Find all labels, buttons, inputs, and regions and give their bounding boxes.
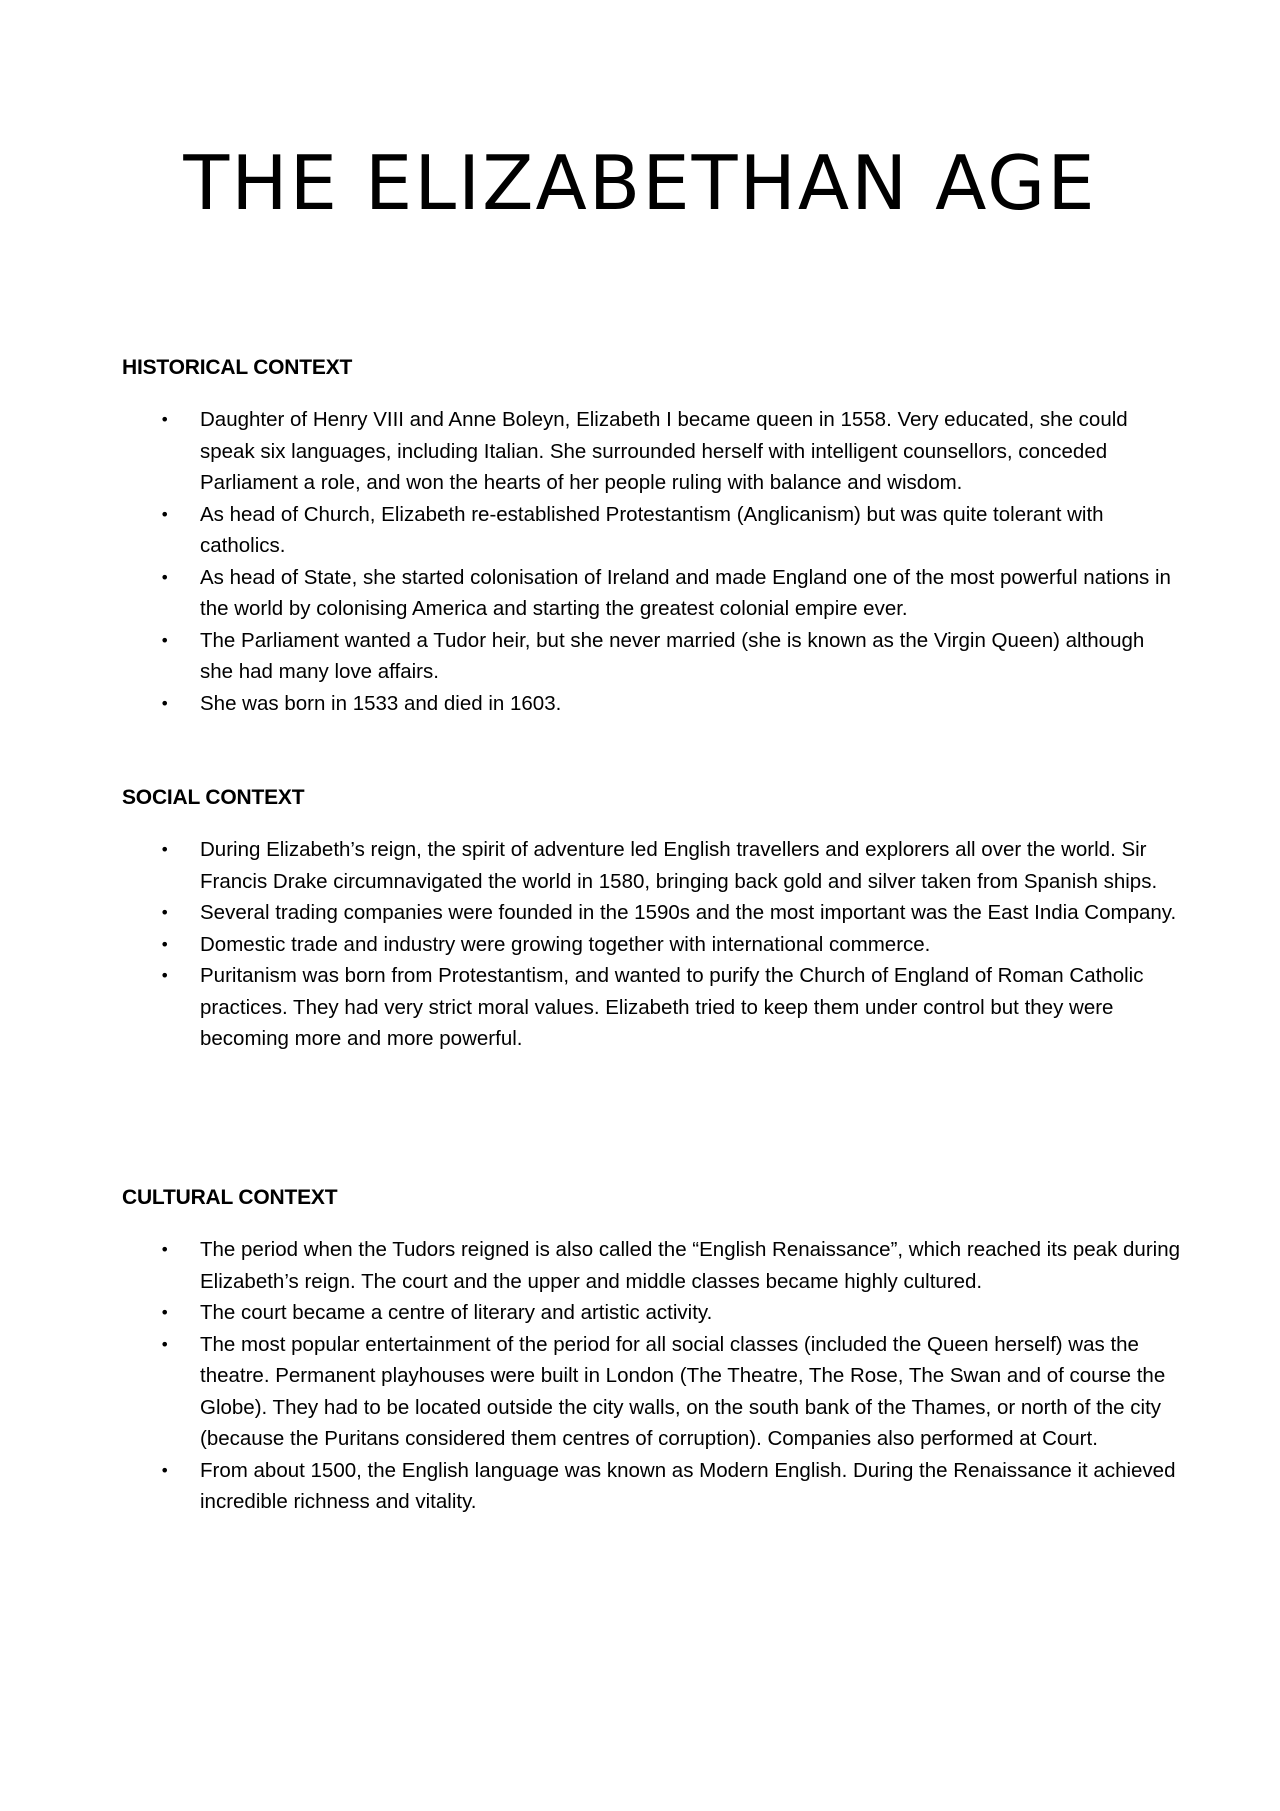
list-item-text: Daughter of Henry VIII and Anne Boleyn, Elizabeth I became queen in 1558. Very educated, she could speak six languages, including Italian. She surrounded herself with intelligent counsellors, conceded Parliament a role, and won the hearts of her people ruling with balance and wisdom. (200, 408, 1128, 494)
bullet-icon: • (160, 567, 170, 587)
list-item (122, 897, 1182, 929)
list-item (122, 688, 1182, 720)
list-item (122, 562, 1182, 625)
list-item (122, 1455, 1182, 1518)
bullet-icon: • (160, 966, 170, 985)
list-item-text: Domestic trade and industry were growing together with international commerce. (200, 932, 931, 956)
list-item-text: The period when the Tudors reigned is also called the “English Renaissance”, which reached its peak during Elizabeth’s reign. The court and the upper and middle classes became highly cultured. (200, 1238, 1181, 1293)
list-item-text: As head of State, she started colonisation of Ireland and made England one of the most powerful nations in the world by colonising America and starting the greatest colonial empire ever. (200, 565, 1171, 620)
section-cultural-context (122, 1184, 1182, 1518)
section-heading: SOCIAL CONTEXT (122, 786, 305, 809)
list-item-text: From about 1500, the English language was known as Modern English. During the Renaissance it achieved incredible richness and vitality. (200, 1458, 1176, 1513)
bullet-list (122, 404, 1182, 719)
bullet-list (122, 834, 1182, 1055)
list-item-text: Several trading companies were founded in the 1590s and the most important was the East India Company. (200, 901, 1177, 924)
section-historical-context (122, 354, 1182, 719)
section-heading: HISTORICAL CONTEXT (122, 356, 353, 379)
bullet-icon: • (160, 1240, 170, 1259)
list-item (122, 404, 1182, 499)
bullet-icon: • (160, 410, 170, 429)
bullet-icon: • (160, 840, 170, 859)
list-item (122, 834, 1182, 897)
bullet-icon: • (160, 1303, 170, 1322)
section-social-context (122, 784, 1182, 1055)
bullet-icon: • (160, 934, 170, 954)
list-item (122, 1329, 1182, 1455)
bullet-list (122, 1234, 1182, 1518)
list-item-text: During Elizabeth’s reign, the spirit of adventure led English travellers and explorers all over the world. Sir Francis Drake circumnavigated the world in 1580, bringing back gold and silver taken from Spanish ships. (200, 838, 1158, 893)
bullet-icon: • (160, 1460, 170, 1480)
list-item-text: The most popular entertainment of the period for all social classes (included the Queen herself) was the theatre. Permanent playhouses were built in London (The Theatre, The Rose, The Swan and of course the Globe). They had to be located outside the city walls, on the south bank of the Thames, or north of the city (because the Puritans considered them centres of corruption). Companies also performed at Court. (200, 1332, 1166, 1450)
list-item (122, 1297, 1182, 1329)
document-title: THE ELIZABETHAN AGE (183, 139, 1097, 227)
bullet-icon: • (160, 630, 170, 650)
list-item (122, 625, 1182, 688)
list-item (122, 1234, 1182, 1297)
list-item-text: Puritanism was born from Protestantism, and wanted to purify the Church of England of Roman Catholic practices. They had very strict moral values. Elizabeth tried to keep them under control but they were becoming more and more powerful. (200, 964, 1144, 1050)
list-item-text: She was born in 1533 and died in 1603. (200, 691, 562, 715)
section-heading: CULTURAL CONTEXT (122, 1186, 338, 1209)
list-item (122, 929, 1182, 961)
bullet-icon: • (160, 1334, 170, 1354)
list-item (122, 960, 1182, 1055)
bullet-icon: • (160, 693, 170, 713)
list-item (122, 499, 1182, 562)
bullet-icon: • (160, 903, 170, 922)
list-item-text: As head of Church, Elizabeth re-established Protestantism (Anglicanism) but was quite tolerant with catholics. (200, 502, 1104, 557)
bullet-icon: • (160, 504, 170, 524)
list-item-text: The court became a centre of literary and artistic activity. (200, 1301, 713, 1324)
list-item-text: The Parliament wanted a Tudor heir, but she never married (she is known as the Virgin Queen) although she had many love affairs. (200, 628, 1145, 683)
